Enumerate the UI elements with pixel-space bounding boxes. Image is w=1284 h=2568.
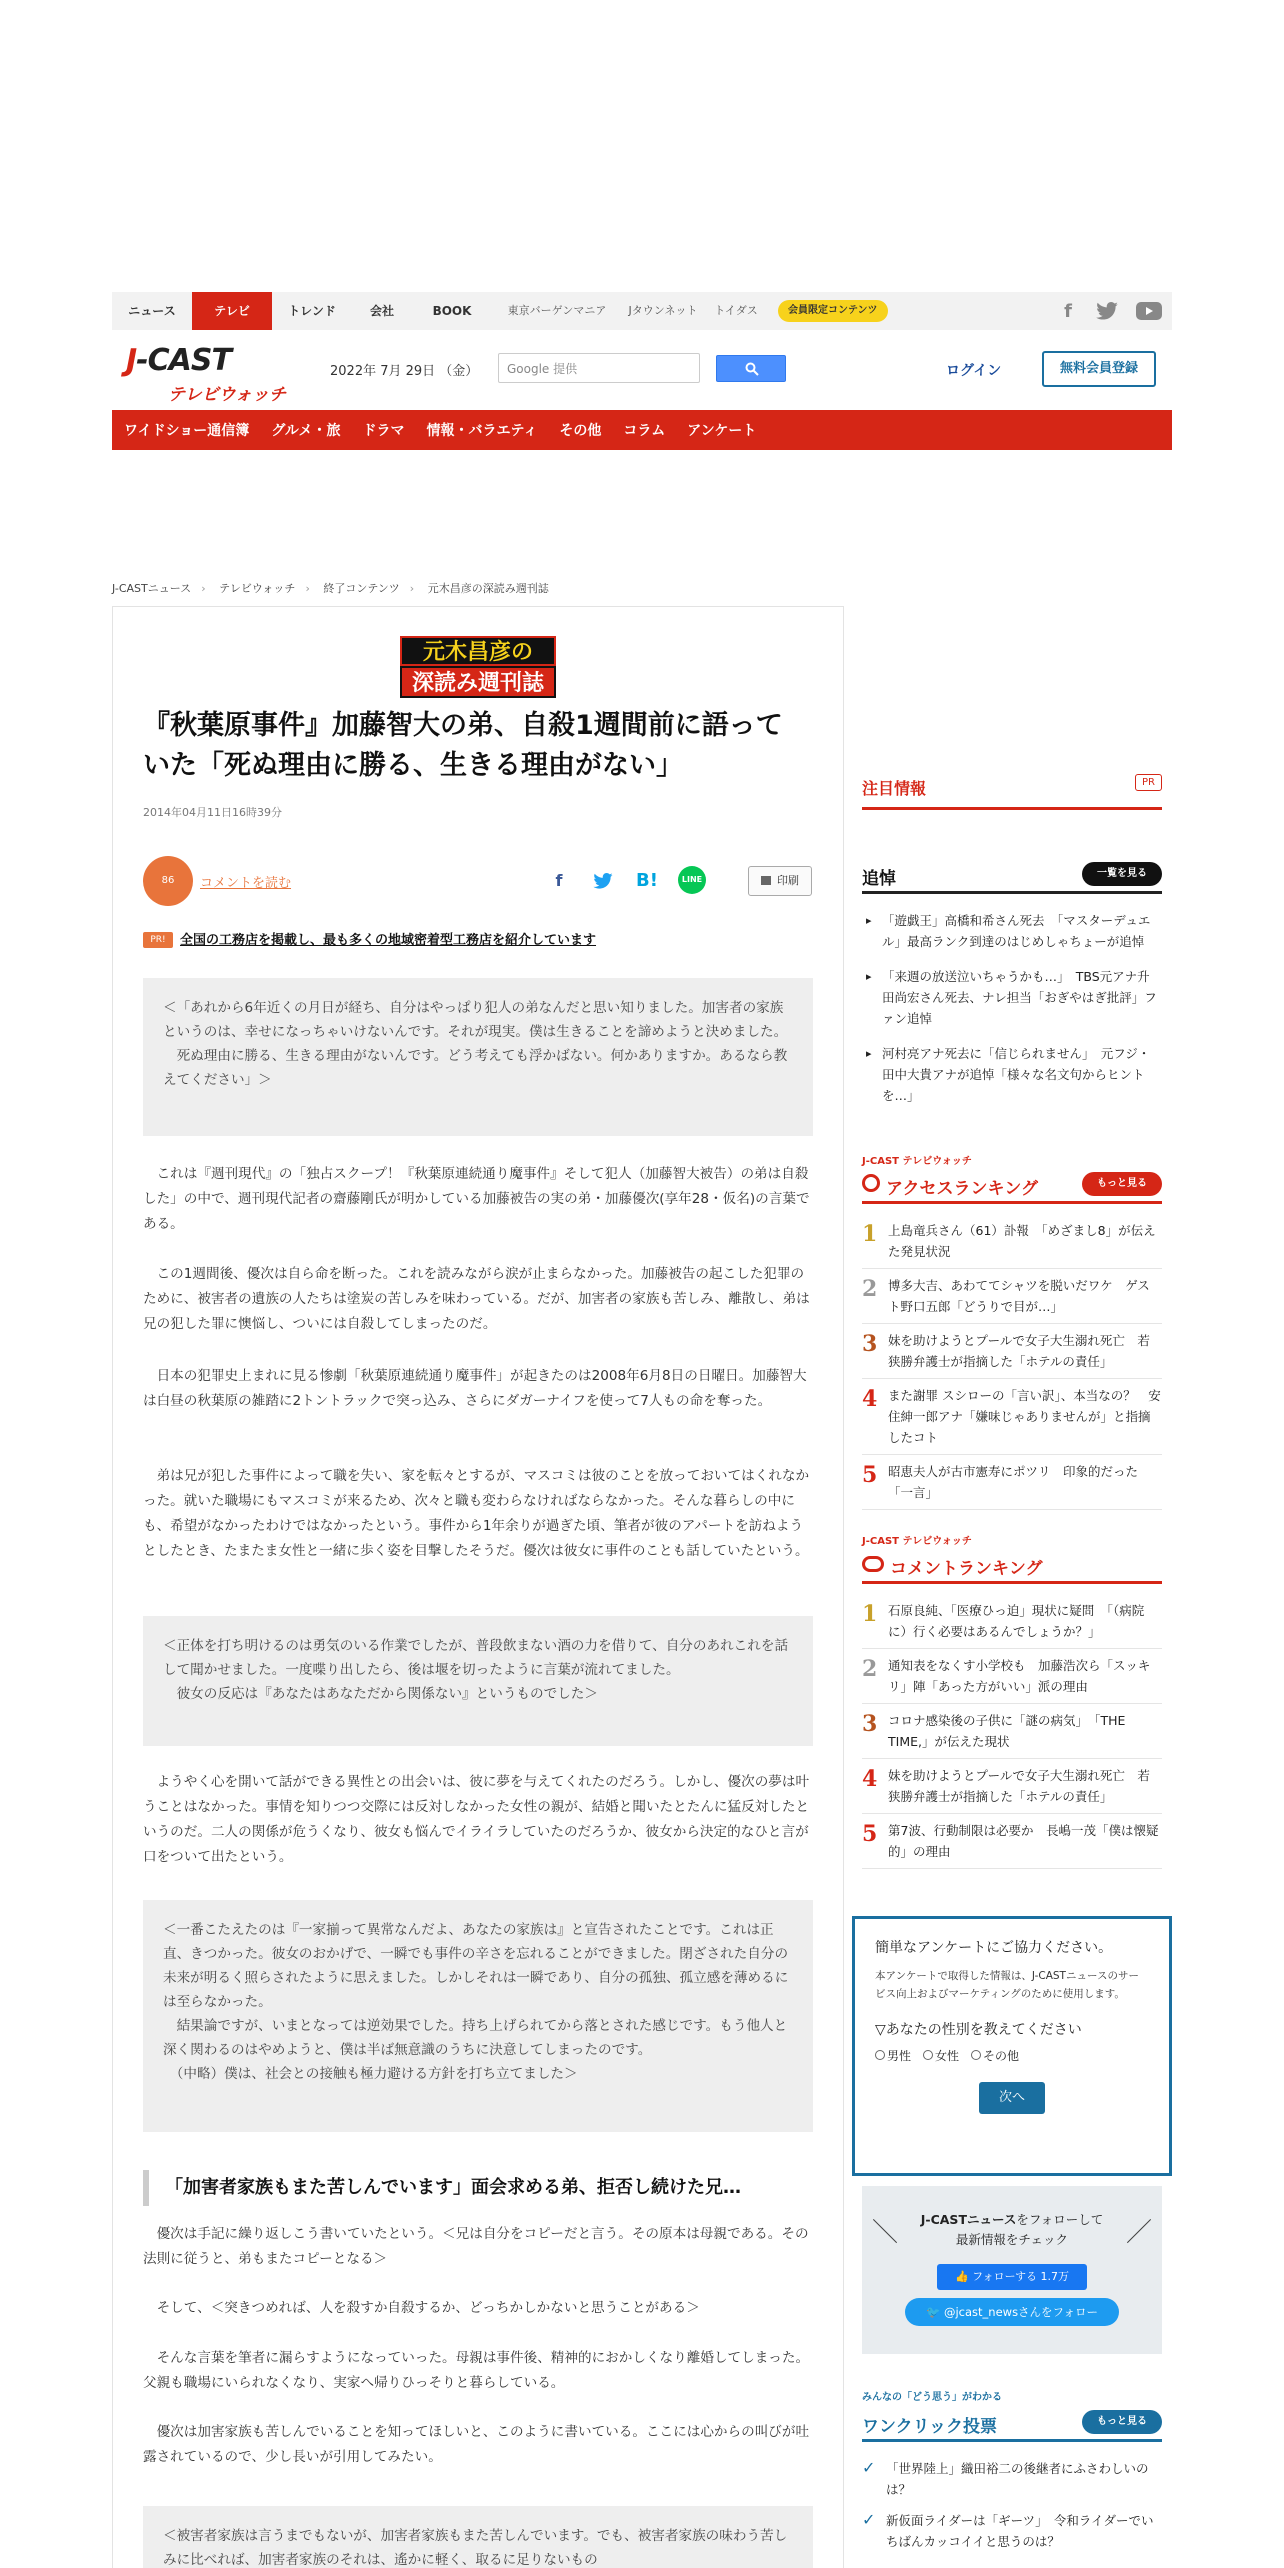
thumbs-up-icon: 👍: [954, 2270, 973, 2283]
ranking-item[interactable]: 4 妹を助けようとプールで女子大生溺れ死亡 若狭勝弁護士が指摘した「ホテルの責任」: [862, 1759, 1162, 1814]
survey-next-button[interactable]: 次へ: [979, 2082, 1045, 2114]
list-item[interactable]: ▸ 「来週の放送泣いちゃうかも…」 TBS元アナ升田尚宏さん死去、ナレ担当「おぎやはぎ批評」ファン追悼: [866, 966, 1162, 1029]
read-comments-link[interactable]: コメントを読む: [200, 876, 292, 891]
current-date: 2022年 7月 29日 （金）: [330, 364, 479, 379]
nav-survey[interactable]: アンケート: [687, 423, 757, 439]
comment-count-badge[interactable]: 86: [143, 856, 193, 906]
hatena-bookmark-icon[interactable]: B!: [636, 870, 658, 891]
comment-ranking-header: [862, 1548, 1162, 1584]
topnav-toidas[interactable]: トイダス: [714, 304, 758, 317]
tsuito-title: 追悼: [862, 869, 896, 889]
speech-bubble-icon: [862, 1556, 884, 1572]
pr-tag: PR!: [143, 932, 173, 948]
category-nav: [112, 410, 1172, 450]
member-content-button[interactable]: 会員限定コンテンツ: [778, 300, 888, 322]
nav-gourmet[interactable]: グルメ・旅: [271, 423, 341, 439]
follow-text: J-CASTニュースをフォローして 最新情報をチェック: [920, 2212, 1104, 2247]
facebook-follow-button[interactable]: 👍 フォローする 1.7万: [937, 2264, 1087, 2290]
twitter-icon: 🐦: [926, 2305, 944, 2319]
twitter-follow-button[interactable]: 🐦 @jcast_newsさんをフォロー: [905, 2298, 1119, 2326]
jcast-tvwatch-logo[interactable]: J-CAST テレビウォッチ: [126, 343, 286, 405]
access-ranking-title: アクセスランキング: [886, 1179, 1038, 1199]
nav-wideshow[interactable]: ワイドショー通信簿: [124, 423, 250, 439]
search-button[interactable]: [716, 355, 786, 382]
quote-block: ＜被害者家族は言うまでもないが、加害者家族もまた苦しんでいます。でも、被害者家族の味わう苦しみに比べれば、加害者家族のそれは、遙かに軽く、取るに足りないもの: [143, 2506, 813, 2568]
notice-section-header: [862, 770, 1162, 810]
list-item[interactable]: ▸ 「遊戯王」高橋和希さん死去 「マスターデュエル」最高ランク到達のはじめしゃちょーが追悼: [866, 910, 1162, 952]
line-share-icon[interactable]: LINE: [678, 866, 708, 896]
radio-female[interactable]: 女性: [923, 2047, 959, 2064]
twitter-icon[interactable]: [1096, 302, 1118, 320]
nav-other[interactable]: その他: [559, 423, 602, 439]
survey-title: 簡単なアンケートにご協力ください。: [875, 1940, 1113, 1956]
ranking-item[interactable]: 1 上島竜兵さん（61）訃報 「めざまし8」が伝えた発見状況: [862, 1214, 1162, 1269]
ranking-item[interactable]: 2 通知表をなくす小学校も 加藤浩次ら「スッキリ」陣「あった方がいい」派の理由: [862, 1649, 1162, 1704]
article-title: 『秋葉原事件』加藤智大の弟、自殺1週間前に語っていた「死ぬ理由に勝る、生きる理由がない」: [143, 710, 783, 781]
twitter-share-icon[interactable]: [588, 866, 618, 896]
search-input[interactable]: Google 提供: [498, 353, 700, 383]
login-link[interactable]: ログイン: [946, 363, 1002, 379]
nav-drama[interactable]: ドラマ: [362, 423, 405, 439]
vote-section-header: [862, 2406, 1162, 2442]
ranking-item[interactable]: 3 コロナ感染後の子供に「謎の病気」 「THE TIME,」が伝えた現状: [862, 1704, 1162, 1759]
article-paragraph: 日本の犯罪史上まれに見る惨劇「秋葉原連続通り魔事件」が起きたのは2008年6月8日の日曜日。加藤智大は白昼の秋葉原の雑踏に2トントラックで突っ込み、さらにダガーナイフを使って7人もの命を奪った。: [143, 1368, 807, 1409]
print-button[interactable]: 印刷: [748, 866, 812, 896]
pr-link[interactable]: 全国の工務店を掲載し、最も多くの地域密着型工務店を紹介しています: [180, 933, 597, 948]
topnav-news[interactable]: ニュース: [128, 304, 176, 318]
topnav-company[interactable]: 会社: [369, 304, 394, 318]
quote-block: ＜正体を打ち明けるのは勇気のいる作業でしたが、普段飲まない酒の力を借りて、自分のあれこれを話して聞かせました。一度喋り出したら、後は堰を切ったように言葉が流れてました。 彼女の反応は『あなたはあなただから関係ない』というものでした＞: [143, 1616, 813, 1746]
pr-badge: PR: [1135, 774, 1162, 791]
topnav-book[interactable]: BOOK: [432, 304, 472, 318]
radio-other[interactable]: その他: [971, 2047, 1019, 2064]
comment-ranking-tag: J-CAST テレビウォッチ: [862, 1536, 972, 1547]
quote-block: ＜「あれから6年近くの月日が経ち、自分はやっぱり犯人の弟なんだと思い知りました。加害者の家族というのは、幸せになっちゃいけないんです。それが現実。僕は生きることを諦めようと決めました。 死ぬ理由に勝る、生きる理由がないんです。どう考えても浮かばない。何かありますか。あるなら教えてください」＞: [143, 978, 813, 1136]
access-ranking-header: [862, 1168, 1162, 1204]
publish-date: 2014年04月11日16時39分: [143, 806, 282, 819]
breadcrumb-item[interactable]: 終了コンテンツ: [323, 582, 400, 595]
vote-more-button[interactable]: もっと見る: [1082, 2410, 1162, 2434]
article-paragraph: ようやく心を開いて話ができる異性との出会いは、彼に夢を与えてくれたのだろう。しかし、優次の夢は叶うことはなかった。事情を知りつつ交際には反対しなかった女性の親が、結婚と聞いたとたんに猛反対したというのだ。二人の関係が危うくなり、彼女も悩んでイライラしていたのだろうか、彼女から決定的なひと言が口をついて出たという。: [143, 1774, 810, 1865]
follow-box: ＼ ／ J-CASTニュースをフォローして 最新情報をチェック 👍 フォローする 1.7万 🐦 @jcast_newsさんをフォロー: [862, 2186, 1162, 2354]
vote-item[interactable]: ✓ 新仮面ライダーは「ギーツ」 令和ライダーでいちばんカッコイイと思うのは？: [862, 2510, 1162, 2552]
topnav-jtown[interactable]: Jタウンネット: [628, 304, 698, 317]
check-icon: ✓: [862, 2510, 876, 2529]
article-paragraph: 優次は加害家族も苦しんでいることを知ってほしいと、このように書いている。ここには心からの叫びが吐露されているので、少し長いが引用してみたい。: [143, 2424, 810, 2465]
breadcrumb: J-CASTニュース › テレビウォッチ › 終了コンテンツ › 元木昌彦の深読み週刊誌: [112, 582, 549, 595]
comment-ranking-title: コメントランキング: [890, 1559, 1043, 1579]
ranking-item[interactable]: 4 また謝罪 スシローの「言い訳」、本当なの？ 安住紳一郎アナ「嫌味じゃありませんが」と指摘したコト: [862, 1379, 1162, 1455]
column-badge[interactable]: 元木昌彦の 深読み週刊誌: [400, 636, 556, 700]
topnav-trend[interactable]: トレンド: [288, 304, 336, 318]
top-nav: [112, 292, 1172, 330]
nav-variety[interactable]: 情報・バラエティ: [426, 423, 538, 439]
access-more-button[interactable]: もっと見る: [1082, 1172, 1162, 1196]
facebook-share-icon[interactable]: f: [555, 871, 563, 890]
breadcrumb-item[interactable]: テレビウォッチ: [219, 582, 296, 595]
breadcrumb-item: 元木昌彦の深読み週刊誌: [427, 582, 549, 595]
breadcrumb-item[interactable]: J-CASTニュース: [112, 582, 192, 595]
topnav-tv[interactable]: テレビ: [192, 292, 272, 330]
tsuito-section-header: [862, 858, 1162, 894]
comment-ranking-list: [862, 1594, 1162, 1869]
survey-description: 本アンケートで取得した情報は、J-CASTニュースのサービス向上およびマーケティングのために使用します。: [875, 1970, 1139, 2000]
survey-options: [875, 2047, 1149, 2064]
check-icon: ✓: [862, 2458, 876, 2477]
article-paragraph: これは『週刊現代』の「独占スクープ！『秋葉原連続通り魔事件』そして犯人（加藤智大被告）の弟は自殺した」の中で、週刊現代記者の齋藤剛氏が明かしている加藤被告の実の弟・加藤優次(享年28・仮名)の言葉である。: [143, 1166, 810, 1232]
notice-title: 注目情報: [862, 779, 927, 798]
article-paragraph: この1週間後、優次は自ら命を断った。これを読みながら涙が止まらなかった。加藤被告の起こした犯罪のために、被害者の遺族の人たちは塗炭の苦しみを味わっている。だが、加害者の家族も苦しみ、離散し、弟は兄の犯した罪に懊悩し、ついには自殺してしまったのだ。: [143, 1266, 810, 1332]
youtube-icon[interactable]: [1136, 302, 1162, 320]
article-subheading: 「加害者家族もまた苦しんでいます」面会求める弟、拒否し続けた兄…: [143, 2170, 813, 2206]
topnav-bargain[interactable]: 東京バーゲンマニア: [507, 304, 607, 317]
ranking-item[interactable]: 1 石原良純、「医療ひっ迫」現状に疑問 「（病院に）行く必要はあるんでしょうか？」: [862, 1594, 1162, 1649]
vote-tag: みんなの「どう思う」がわかる: [862, 2392, 1002, 2403]
radio-male[interactable]: 男性: [875, 2047, 911, 2064]
register-button[interactable]: 無料会員登録: [1042, 351, 1156, 387]
ranking-item[interactable]: 2 博多大吉、あわててシャツを脱いだワケ ゲスト野口五郎「どうりで目が…」: [862, 1269, 1162, 1324]
vote-title: ワンクリック投票: [862, 2417, 997, 2437]
article-paragraph: そんな言葉を筆者に漏らすようになっていった。母親は事件後、精神的におかしくなり離婚してしまった。父親も職場にいられなくなり、実家へ帰りひっそりと暮らしている。: [143, 2350, 810, 2391]
list-item[interactable]: ▸ 河村亮アナ死去に「信じられません」 元フジ・田中大貴アナが追悼「様々な名文句からヒントを…」: [866, 1043, 1162, 1106]
article-card: [112, 606, 844, 2568]
search-icon: [745, 362, 759, 376]
facebook-icon[interactable]: f: [1064, 300, 1072, 322]
article-paragraph: 弟は兄が犯した事件によって職を失い、家を転々とするが、マスコミは彼のことを放っておいてはくれなかった。就いた職場にもマスコミが来るため、次々と職も変わらなければならなかった。そんな暮らしの中にも、希望がなかったわけではなかったという。事件から1年余りが過ぎた頃、筆者が彼のアパートを訪ねようとしたとき、たまたま女性と一緒に歩く姿を目撃したそうだ。優次は彼女に事件のことも話していたという。: [143, 1468, 810, 1559]
survey-box: [852, 1916, 1172, 2176]
social-links: [1050, 292, 1162, 330]
ranking-item[interactable]: 5 昭恵夫人が古市憲寿にポツリ 印象的だった「一言」: [862, 1455, 1162, 1510]
survey-question: ▽あなたの性別を教えてください: [875, 2022, 1082, 2038]
vote-list: [862, 2458, 1162, 2552]
ranking-item[interactable]: 5 第7波、行動制限は必要か 長嶋一茂「僕は懐疑的」の理由: [862, 1814, 1162, 1869]
article-paragraph: そして、＜突きつめれば、人を殺すか自殺するか、どっちかしかないと思うことがある＞: [143, 2300, 700, 2316]
access-ranking-list: [862, 1214, 1162, 1510]
vote-item[interactable]: ✓ 「世界陸上」織田裕二の後継者にふさわしいのは？: [862, 2458, 1162, 2500]
trophy-icon: [862, 1174, 880, 1192]
tsuito-more-button[interactable]: 一覧を見る: [1082, 862, 1162, 886]
printer-icon: [761, 876, 771, 885]
ranking-item[interactable]: 3 妹を助けようとプールで女子大生溺れ死亡 若狭勝弁護士が指摘した「ホテルの責任」: [862, 1324, 1162, 1379]
article-paragraph: 優次は手記に繰り返しこう書いていたという。＜兄は自分をコピーだと言う。その原本は母親である。その法則に従うと、弟もまたコピーとなる＞: [143, 2226, 809, 2267]
quote-block: ＜一番こたえたのは『一家揃って異常なんだよ、あなたの家族は』と宣告されたことです。これは正直、きつかった。彼女のおかげで、一瞬でも事件の辛さを忘れることができました。閉ざされた自分の未来が明るく照らされたように思えました。しかしそれは一瞬であり、自分の孤独、孤立感を薄めるには至らなかった。 結果論ですが、いまとなっては逆効果でした。持ち上げられてから落とされた感じです。もう他人と深く関わるのはやめようと、僕は半ば無意識のうちに決意してしまったのです。 （中略）僕は、社会との接触も極力避ける方針を打ち立てました＞: [143, 1900, 813, 2132]
nav-column[interactable]: コラム: [623, 423, 666, 439]
access-tag: J-CAST テレビウォッチ: [862, 1156, 972, 1167]
tsuito-list: [866, 910, 1162, 1106]
